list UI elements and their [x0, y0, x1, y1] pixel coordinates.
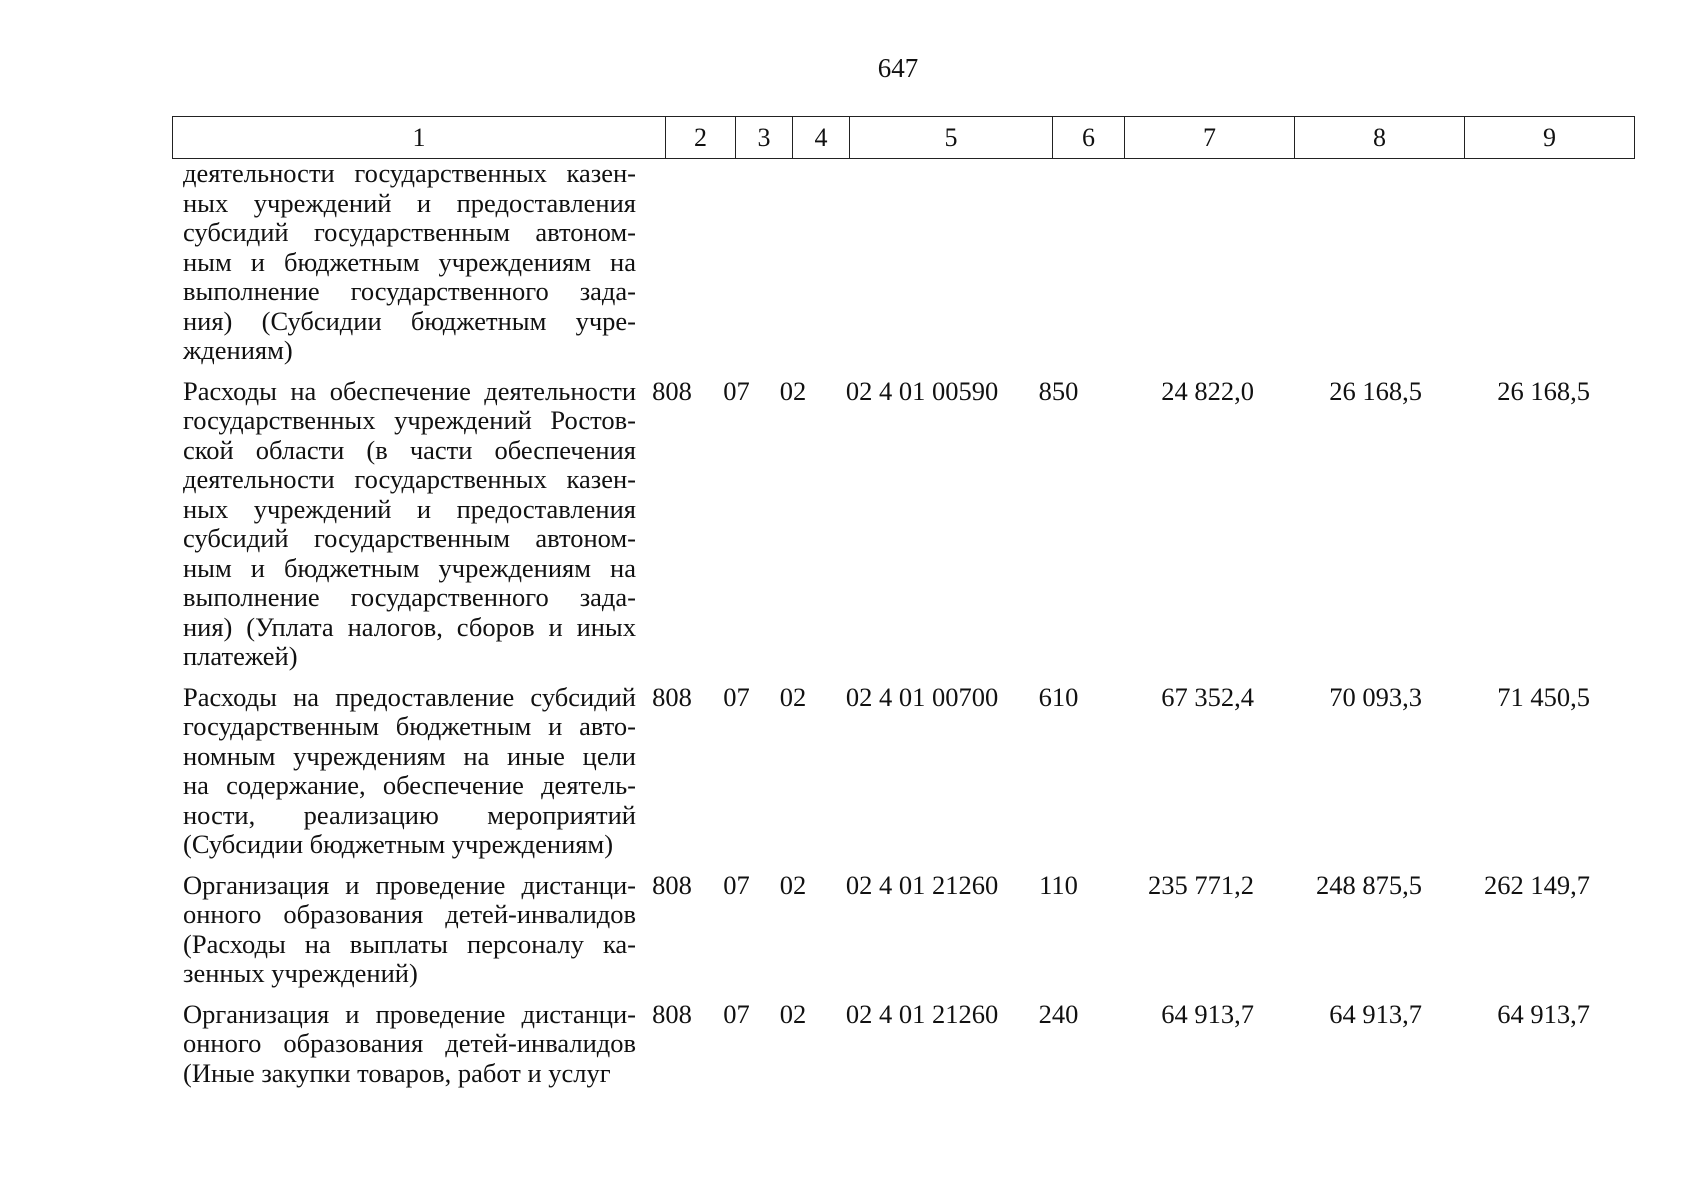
expense-description [172, 1000, 636, 1089]
department-code: 808 [652, 375, 692, 406]
description-line: Расходы на обеспечение деятельности [183, 375, 636, 406]
section-code: 07 [723, 998, 750, 1029]
description-line: (Расходы на выплаты персоналу ка- [183, 928, 636, 959]
description-line: субсидий государственным автоном- [183, 523, 636, 553]
amount-year-2: 26 168,5 [1329, 375, 1422, 406]
amount-year-3: 26 168,5 [1497, 375, 1590, 406]
description-line: Расходы на предоставление субсидий [183, 681, 636, 712]
description-line: государственных учреждений Ростов- [183, 405, 636, 435]
column-number: 1 [173, 117, 666, 159]
description-line: (Субсидии бюджетным учреждениям) [183, 829, 614, 859]
amount-year-1: 24 822,0 [1161, 375, 1254, 406]
description-line: платежей) [183, 641, 298, 671]
description-line: на содержание, обеспечение деятель- [183, 770, 636, 800]
description-line: ния) (Уплата налогов, сборов и иных [183, 611, 636, 642]
description-line: ности, реализацию мероприятий [183, 799, 636, 830]
target-article-code: 02 4 01 00590 [845, 375, 999, 406]
subsection-code: 02 [779, 375, 807, 406]
expense-description [172, 871, 636, 989]
description-line: выполнение государственного зада- [183, 582, 636, 612]
amount-year-2: 248 875,5 [1316, 869, 1422, 900]
page-number: 647 [877, 53, 919, 83]
description-line: номным учреждениям на иные цели [183, 740, 636, 771]
column-number: 5 [850, 117, 1053, 159]
section-code: 07 [723, 375, 750, 406]
department-code: 808 [652, 869, 692, 900]
description-line: деятельности государственных казен- [183, 158, 636, 188]
column-number: 2 [666, 117, 736, 159]
target-article-code: 02 4 01 00700 [845, 681, 999, 712]
description-line: ской области (в части обеспечения [183, 434, 636, 465]
budget-table-body [172, 159, 1626, 1088]
section-code: 07 [723, 681, 750, 712]
table-row [172, 377, 1626, 672]
table-row [172, 871, 1626, 989]
expense-type-code: 110 [1039, 869, 1078, 900]
target-article-code: 02 4 01 21260 [845, 998, 999, 1029]
amount-year-1: 235 771,2 [1148, 869, 1254, 900]
column-number: 9 [1465, 117, 1635, 159]
description-line: ных учреждений и предоставления [183, 187, 636, 218]
description-line: онного образования детей-инвалидов [183, 899, 636, 929]
department-code: 808 [652, 681, 692, 712]
column-number: 7 [1125, 117, 1295, 159]
description-line: выполнение государственного зада- [183, 276, 636, 306]
column-number-header [172, 116, 1635, 159]
description-line: Организация и проведение дистанци- [183, 869, 636, 900]
amount-year-1: 64 913,7 [1161, 998, 1254, 1029]
description-line: деятельности государственных казен- [183, 464, 636, 494]
subsection-code: 02 [779, 869, 807, 900]
section-code: 07 [723, 869, 750, 900]
expense-description [172, 377, 636, 672]
expense-description [172, 159, 636, 366]
description-line: ным и бюджетным учреждениям на [183, 552, 636, 583]
column-number: 6 [1053, 117, 1125, 159]
table-row [172, 683, 1626, 860]
amount-year-2: 70 093,3 [1329, 681, 1422, 712]
description-line: государственным бюджетным и авто- [183, 711, 636, 741]
column-number: 8 [1295, 117, 1465, 159]
expense-description [172, 683, 636, 860]
department-code: 808 [652, 998, 692, 1029]
amount-year-2: 64 913,7 [1329, 998, 1422, 1029]
expense-type-code: 610 [1038, 681, 1079, 712]
expense-type-code: 850 [1038, 375, 1079, 406]
amount-year-3: 71 450,5 [1497, 681, 1590, 712]
description-line: (Иные закупки товаров, работ и услуг [183, 1057, 611, 1088]
description-line: субсидий государственным автоном- [183, 217, 636, 247]
description-line: ным и бюджетным учреждениям на [183, 246, 636, 277]
amount-year-3: 262 149,7 [1484, 869, 1590, 900]
target-article-code: 02 4 01 21260 [845, 869, 999, 900]
description-line: ных учреждений и предоставления [183, 493, 636, 524]
amount-year-1: 67 352,4 [1161, 681, 1254, 712]
amount-year-3: 64 913,7 [1497, 998, 1590, 1029]
column-number: 4 [793, 117, 850, 159]
description-line: онного образования детей-инвалидов [183, 1028, 636, 1058]
expense-type-code: 240 [1038, 998, 1079, 1029]
subsection-code: 02 [779, 681, 807, 712]
column-number: 3 [736, 117, 793, 159]
description-line: ждениям) [183, 335, 293, 365]
table-row [172, 159, 1626, 366]
subsection-code: 02 [779, 998, 807, 1029]
description-line: Организация и проведение дистанци- [183, 998, 636, 1029]
description-line: ния) (Субсидии бюджетным учре- [183, 305, 636, 336]
description-line: зенных учреждений) [183, 958, 418, 988]
table-row [172, 1000, 1626, 1089]
